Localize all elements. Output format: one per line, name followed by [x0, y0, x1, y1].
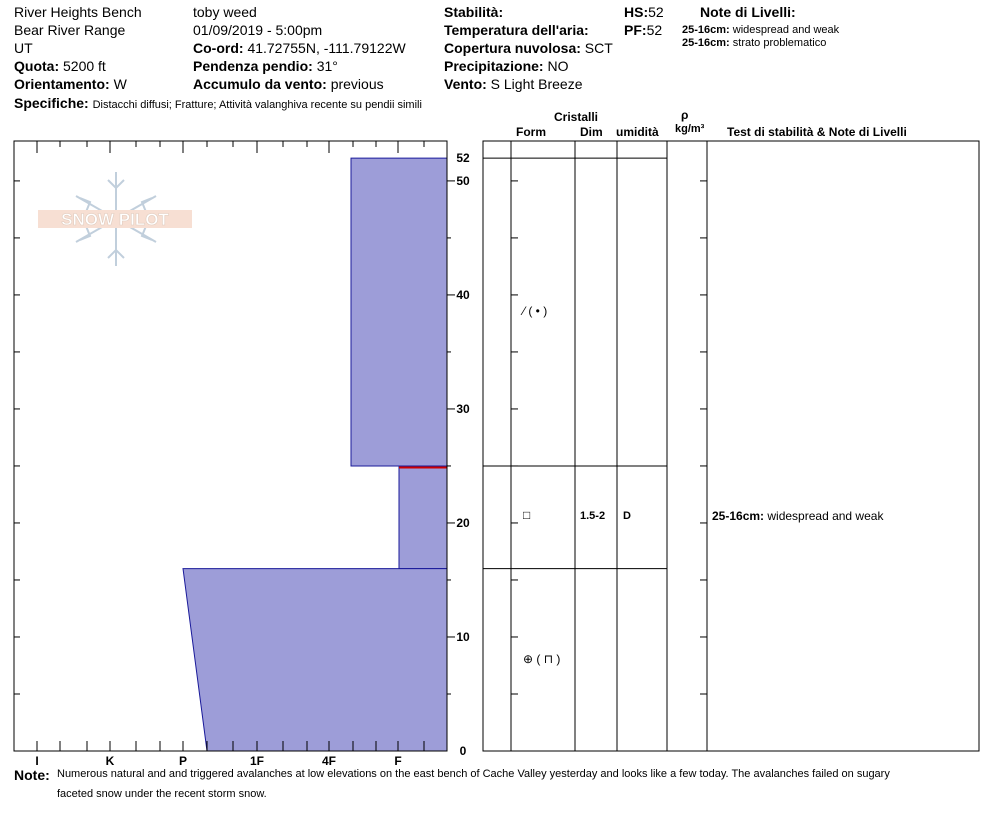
- layer-moisture: D: [623, 510, 631, 523]
- layer-note-text: widespread and weak: [767, 509, 884, 524]
- location-name: River Heights Bench: [14, 4, 142, 20]
- depth-label: 30: [456, 401, 470, 416]
- wind-label: Vento:: [444, 76, 487, 92]
- table-depth-ticks: [511, 181, 707, 694]
- layer-note-depth: 25-16cm:: [712, 509, 765, 524]
- col-stability-notes: Test di stabilità & Note di Livelli: [727, 125, 907, 139]
- depth-axis: [447, 151, 470, 758]
- footer-note-label: Note:: [14, 767, 50, 783]
- observer: toby weed: [193, 4, 257, 20]
- stability-label: Stabilità:: [444, 4, 504, 20]
- depth-label-zero: 0: [459, 744, 467, 758]
- col-form: Form: [516, 125, 546, 139]
- elevation-label: Quota:: [14, 58, 60, 74]
- hardness-label: 1F: [249, 754, 265, 768]
- wind-value: S Light Breeze: [490, 76, 583, 92]
- specifics-value: Distacchi diffusi; Fratture; Attività valanghiva recente su pendii simili: [92, 99, 422, 111]
- layer-note-cell: [712, 510, 883, 522]
- layer-notes-title: Note di Livelli:: [700, 4, 796, 20]
- layer-note-depth: 25-16cm:: [682, 24, 730, 36]
- layer-form-symbol: □: [523, 508, 531, 523]
- hardness-label: 4F: [321, 754, 337, 768]
- aspect-label: Orientamento:: [14, 76, 110, 92]
- hardness-label: F: [394, 754, 402, 768]
- layer-grain-size: 1.5-2: [580, 510, 606, 523]
- precip-label: Precipitazione:: [444, 58, 544, 74]
- col-umidita: umidità: [616, 125, 659, 139]
- state: UT: [14, 40, 33, 56]
- hardness-layer: [351, 158, 447, 466]
- hardness-label: P: [178, 754, 188, 768]
- hardness-layer: [399, 466, 447, 569]
- footer-note-line-2: faceted snow under the recent storm snow.: [57, 788, 267, 800]
- coord-label: Co-ord:: [193, 40, 244, 56]
- slope-label: Pendenza pendio:: [193, 58, 313, 74]
- col-density-unit: kg/m³: [675, 123, 705, 135]
- mountain-range: Bear River Range: [14, 22, 126, 38]
- hardness-profile: [183, 158, 447, 751]
- precip-value: NO: [547, 58, 569, 74]
- hardness-label: K: [105, 754, 115, 768]
- wind-loading-value: previous: [330, 76, 384, 92]
- depth-label-hs: 52: [456, 151, 470, 166]
- layer-form-symbol: ⊕ ( ⊓ ): [523, 651, 561, 666]
- cloud-label: Copertura nuvolosa:: [444, 40, 581, 56]
- depth-label: 40: [456, 287, 470, 302]
- specifics-label: Specifiche:: [14, 95, 89, 111]
- logo-text: SNOW PILOT: [61, 210, 169, 229]
- depth-label: 10: [456, 629, 470, 644]
- air-temp-label: Temperatura dell'aria:: [444, 22, 589, 38]
- coord-value: 41.72755N, -111.79122W: [247, 40, 406, 56]
- cloud-value: SCT: [584, 40, 613, 56]
- snow-pilot-logo: [38, 172, 192, 266]
- layer-note-text: strato problematico: [732, 37, 827, 49]
- wind-loading-label: Accumulo da vento:: [193, 76, 327, 92]
- col-dim: Dim: [580, 125, 603, 139]
- layer-form-symbol: ⁄ ( • ): [523, 304, 548, 319]
- footer-note-line-1: Numerous natural and and triggered avalanches at low elevations on the east bench of Cache Valley yesterday and looks like a few today. The avalanches failed on sugary: [57, 768, 890, 780]
- elevation-value: 5200 ft: [63, 58, 106, 74]
- pf-value: 52: [646, 22, 663, 38]
- slope-value: 31°: [316, 58, 338, 74]
- pf-label: PF:: [624, 22, 647, 38]
- hardness-label: I: [35, 754, 39, 768]
- datetime: 01/09/2019 - 5:00pm: [193, 22, 323, 38]
- col-cristalli: Cristalli: [554, 110, 599, 124]
- depth-label: 50: [456, 173, 470, 188]
- layer-note-depth: 25-16cm:: [682, 37, 730, 49]
- hs-label: HS:: [624, 4, 649, 20]
- layer-note-text: widespread and weak: [732, 24, 840, 36]
- col-rho: ρ: [681, 108, 689, 122]
- aspect-value: W: [113, 76, 127, 92]
- hardness-layer: [183, 569, 447, 751]
- left-depth-ticks: [14, 181, 20, 694]
- hs-value: 52: [648, 4, 664, 20]
- depth-label: 20: [456, 515, 470, 530]
